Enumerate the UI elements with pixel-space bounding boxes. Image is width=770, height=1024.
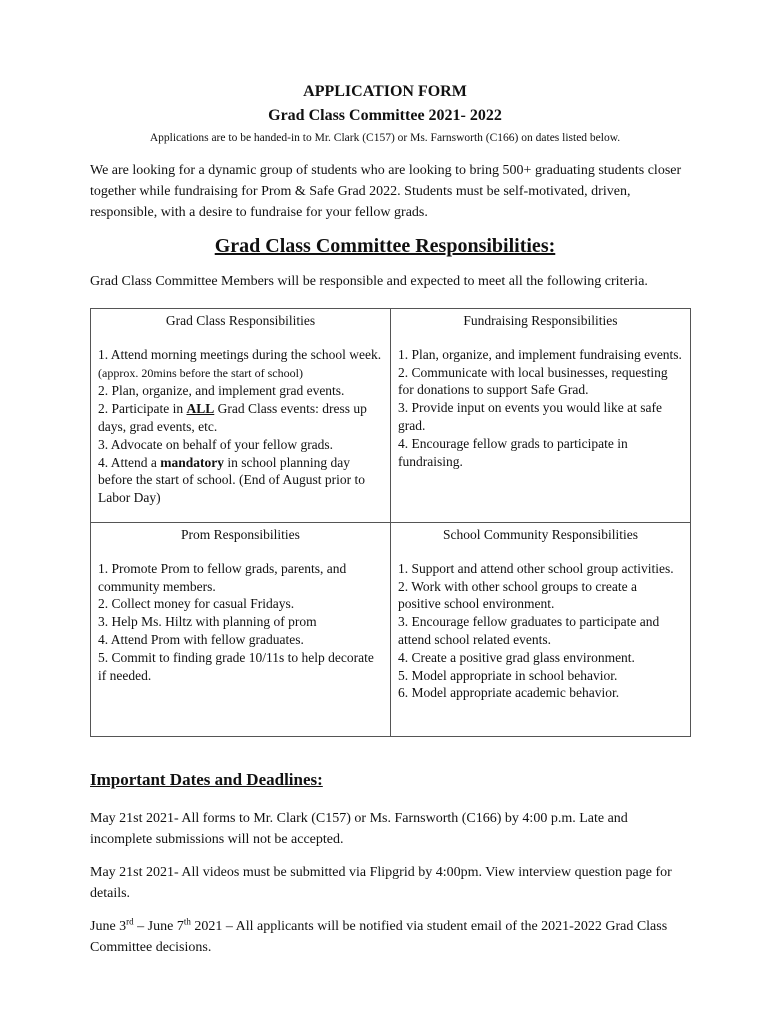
list-item: 4. Encourage fellow grads to participate in fundraising. <box>398 435 628 469</box>
list-item: 2. Collect money for casual Fridays. <box>98 596 295 612</box>
responsibilities-heading: Grad Class Committee Responsibilities: <box>214 235 556 257</box>
date-entry: May 21st 2021- All videos must be submitted via Flipgrid by 4:00pm. View interview question page for details. <box>90 865 672 901</box>
list-item: 4. Attend a mandatory in school planning day before the start of school. (End of August prior to Labor Day) <box>98 454 365 506</box>
list-item: 5. Model appropriate in school behavior. <box>398 667 618 683</box>
community-cell <box>391 523 691 737</box>
form-title: APPLICATION FORM <box>303 83 467 100</box>
submission-note: Applications are to be handed-in to Mr. Clark (C157) or Ms. Farnsworth (C166) on dates listed below. <box>149 132 621 144</box>
grad-class-cell <box>91 309 391 523</box>
grad-class-heading: Grad Class Responsibilities <box>165 313 316 328</box>
intro-paragraph: We are looking for a dynamic group of students who are looking to bring 500+ graduating students closer together while fundraising for Prom & Safe Grad 2022. Students must be self-motivated, driven, responsible, with a desire to fundraise for your fellow grads. <box>90 163 682 220</box>
prom-heading: Prom Responsibilities <box>181 527 300 542</box>
list-item: 6. Model appropriate academic behavior. <box>398 685 620 701</box>
list-item: 2. Work with other school groups to create a positive school environment. <box>398 578 637 612</box>
list-item: 3. Encourage fellow graduates to participate and attend school related events. <box>398 614 660 647</box>
form-subtitle: Grad Class Committee 2021- 2022 <box>268 107 502 124</box>
list-item: 2. Participate in ALL Grad Class events: dress up days, grad events, etc. <box>98 401 367 434</box>
date-entry: May 21st 2021- All forms to Mr. Clark (C157) or Ms. Farnsworth (C166) by 4:00 p.m. Late and incomplete submissions will not be accepted. <box>90 811 628 847</box>
fundraising-heading: Fundraising Responsibilities <box>463 313 618 328</box>
list-item: 3. Provide input on events you would like at safe grad. <box>398 400 662 433</box>
list-item: 4. Create a positive grad glass environment. <box>398 649 635 665</box>
dates-heading: Important Dates and Deadlines: <box>90 770 323 789</box>
criteria-text: Grad Class Committee Members will be responsible and expected to meet all the following criteria. <box>90 274 648 289</box>
list-item: 5. Commit to finding grade 10/11s to help decorate if needed. <box>98 649 374 683</box>
community-heading: School Community Responsibilities <box>442 527 638 542</box>
list-item: 3. Help Ms. Hiltz with planning of prom <box>98 614 317 630</box>
list-item: 3. Advocate on behalf of your fellow grads. <box>98 436 334 452</box>
prom-cell <box>91 523 391 737</box>
list-item: 2. Communicate with local businesses, requesting for donations to support Safe Grad. <box>398 364 668 398</box>
fundraising-cell <box>391 309 691 523</box>
date-entry: June 3rd – June 7th 2021 – All applicants will be notified via student email of the 2021-2022 Grad Class Committee decisions. <box>90 916 668 955</box>
list-item: 4. Attend Prom with fellow graduates. <box>98 631 304 647</box>
list-item: 1. Attend morning meetings during the school week. (approx. 20mins before the start of school) <box>98 346 382 380</box>
list-item: 2. Plan, organize, and implement grad events. <box>98 383 345 399</box>
list-item: 1. Promote Prom to fellow grads, parents, and community members. <box>98 560 347 594</box>
list-item: 1. Support and attend other school group activities. <box>398 560 674 576</box>
list-item: 1. Plan, organize, and implement fundraising events. <box>398 346 682 362</box>
responsibilities-table <box>90 308 691 737</box>
